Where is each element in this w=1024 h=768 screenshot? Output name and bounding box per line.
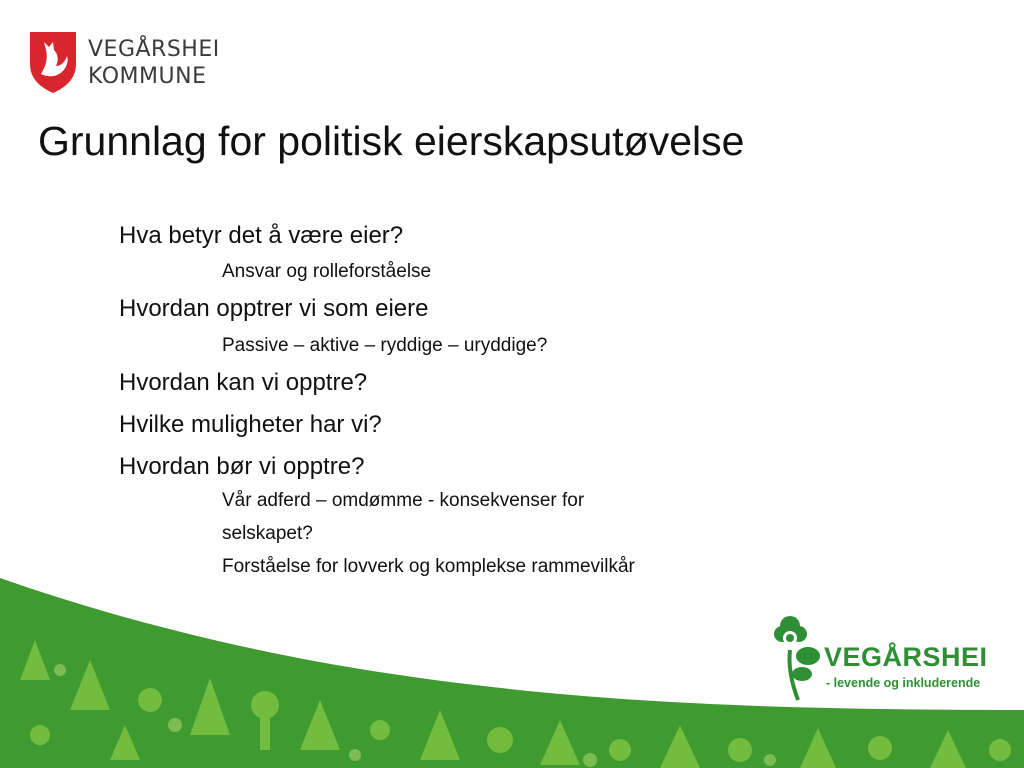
logo-text [88,36,220,90]
sub-bullet-item: selskapet? [222,523,313,544]
bullet-item: Hvordan opptrer vi som eiere [119,295,429,322]
sub-bullet-item: Ansvar og rolleforståelse [222,261,432,282]
brand-logo [772,612,1012,708]
bullet-item: Hvordan bør vi opptre? [119,453,365,480]
brand-tagline: - levende og inkluderende [826,676,981,690]
logo-line1: VEGÅRSHEI [88,37,220,62]
brand-name: VEGÅRSHEI [824,642,988,672]
logo-line2: KOMMUNE [88,64,207,89]
slide-title: Grunnlag for politisk eierskapsutøvelse [38,118,745,164]
municipality-logo [28,30,228,100]
bullet-item: Hvordan kan vi opptre? [119,369,368,396]
fox-shield-icon [28,30,78,94]
sub-bullet-item: Forståelse for lovverk og komplekse rammevilkår [222,556,635,577]
flower-icon [772,612,824,704]
sub-bullet-item: Vår adferd – omdømme - konsekvenser for [222,490,585,511]
sub-bullet-item: Passive – aktive – ryddige – uryddige? [222,335,548,356]
bullet-item: Hvilke muligheter har vi? [119,411,382,438]
bullet-item: Hva betyr det å være eier? [119,222,404,249]
